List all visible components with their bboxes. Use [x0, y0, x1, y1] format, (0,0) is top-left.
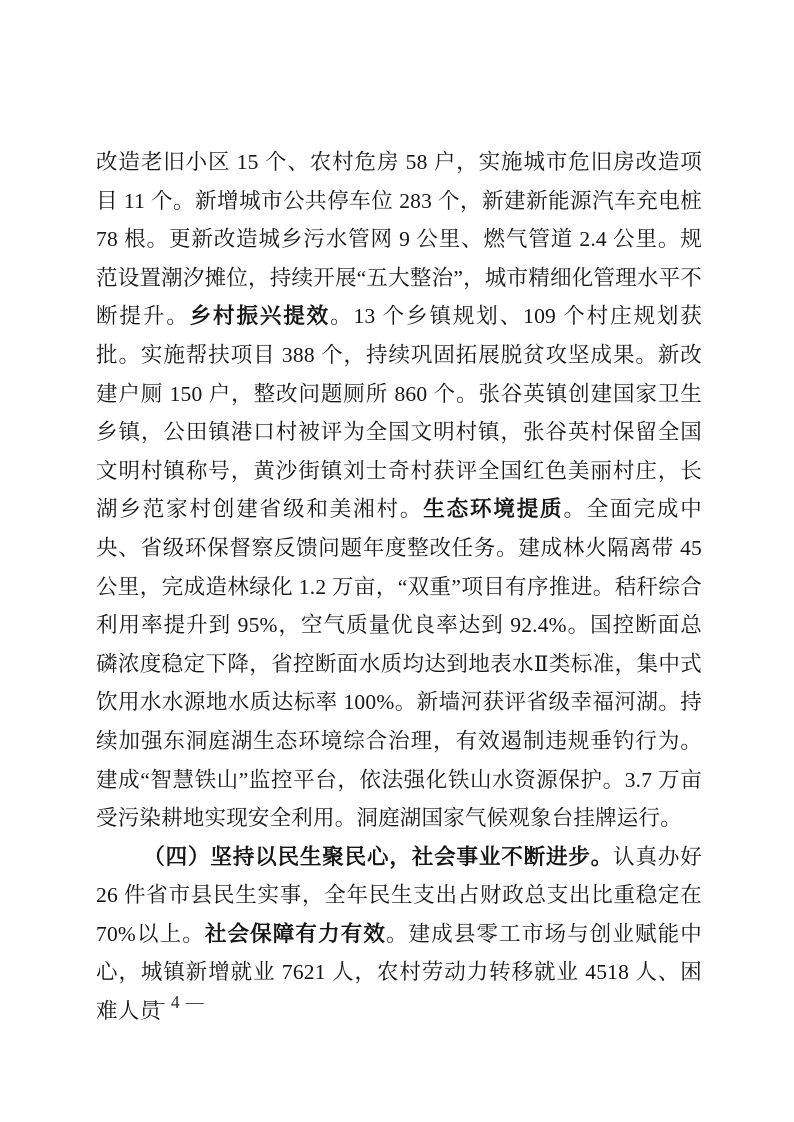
- text-run: 。建成县零工市场与创业赋能中心，城镇新增就业 7621 人，农村劳动力转移就业 4518 人、困难人员: [96, 921, 702, 1024]
- paragraph: [96, 143, 702, 838]
- text-run: 改造老旧小区 15 个、农村危房 58 户，实施城市危旧房改造项目 11 个。新增城市公共停车位 283 个，新建新能源汽车充电桩 78 根。更新改造城乡污水管网 9 公里、燃气管道 2.4 公里。规范设置潮汐摊位，持续开展“五大整治”，城市精细化管理水平不断提升。: [96, 150, 702, 329]
- document-body: [96, 143, 702, 1031]
- emphasis-text-run: （四）坚持以民生聚民心，社会事业不断进步。: [143, 844, 614, 869]
- emphasis-text-run: 生态环境提质: [423, 497, 564, 522]
- text-run: 。全面完成中央、省级环保督察反馈问题年度整改任务。建成林火隔离带 45 公里，完成造林绿化 1.2 万亩，“双重”项目有序推进。秸秆综合利用率提升到 95%，空气质量优良率达到 92.4%。国控断面总磷浓度稳定下降，省控断面水质均达到地表水Ⅱ类标准，集中式饮用水水源地水质达标率 100%。新墙河获评省级幸福河湖。持续加强东洞庭湖生态环境综合治理，有效遏制违规垂钓行为。建成“智慧铁山”监控平台，依法强化铁山水资源保护。3.7 万亩受污染耕地实现安全利用。洞庭湖国家气候观象台挂牌运行。: [96, 497, 702, 831]
- emphasis-text-run: 社会保障有力有效: [204, 921, 386, 946]
- text-run: 。13 个乡镇规划、109 个村庄规划获批。实施帮扶项目 388 个，持续巩固拓展脱贫攻坚成果。新改建户厕 150 户，整改问题厕所 860 个。张谷英镇创建国家卫生乡镇，公田镇港口村被评为全国文明村镇，张谷英村保留全国文明村镇称号，黄沙街镇刘士奇村获评全国红色美丽村庄，长湖乡范家村创建省级和美湘村。: [96, 304, 702, 522]
- page-footer: [147, 992, 205, 1013]
- emphasis-text-run: 乡村振兴提效: [189, 304, 331, 329]
- text-run: 认真办好 26 件省市县民生实事，全年民生支出占财政总支出比重稳定在 70%以上。: [96, 844, 702, 946]
- page-number: — 4 —: [147, 992, 205, 1012]
